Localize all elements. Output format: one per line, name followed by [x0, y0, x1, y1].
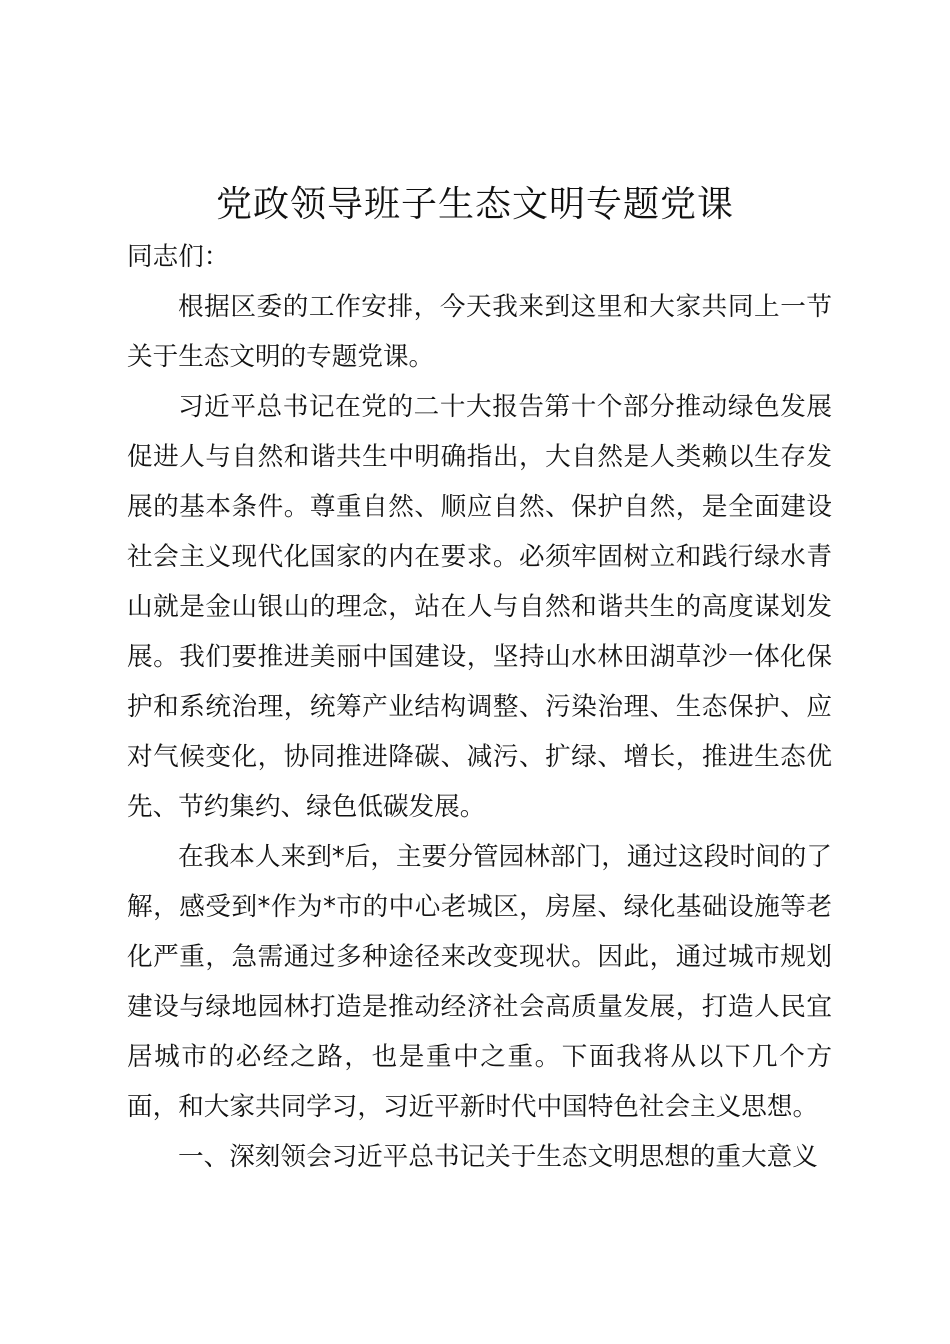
section-heading-1: 一、深刻领会习近平总书记关于生态文明思想的重大意义 [178, 1142, 818, 1172]
paragraph-intro: 根据区委的工作安排，今天我来到这里和大家共同上一节关于生态文明的专题党课。 [127, 292, 832, 372]
paragraph-local-context: 在我本人来到*后，主要分管园林部门，通过这段时间的了解，感受到*作为*市的中心老城区，房屋、绿化基础设施等老化严重，急需通过多种途径来改变现状。因此，通过城市规划建设与绿地园林打造是推动经济社会高质量发展，打造人民宜居城市的必经之路，也是重中之重。下面我将从以下几个方面，和大家共同学习，习近平新时代中国特色社会主义思想。 [127, 842, 832, 1122]
document-title: 党政领导班子生态文明专题党课 [215, 184, 734, 225]
salutation: 同志们： [127, 242, 230, 272]
document-body [127, 232, 832, 1182]
paragraph-report-quote: 习近平总书记在党的二十大报告第十个部分推动绿色发展促进人与自然和谐共生中明确指出，大自然是人类赖以生存发展的基本条件。尊重自然、顺应自然、保护自然，是全面建设社会主义现代化国家的内在要求。必须牢固树立和践行绿水青山就是金山银山的理念，站在人与自然和谐共生的高度谋划发展。我们要推进美丽中国建设，坚持山水林田湖草沙一体化保护和系统治理，统筹产业结构调整、污染治理、生态保护、应对气候变化，协同推进降碳、减污、扩绿、增长，推进生态优先、节约集约、绿色低碳发展。 [127, 392, 832, 822]
